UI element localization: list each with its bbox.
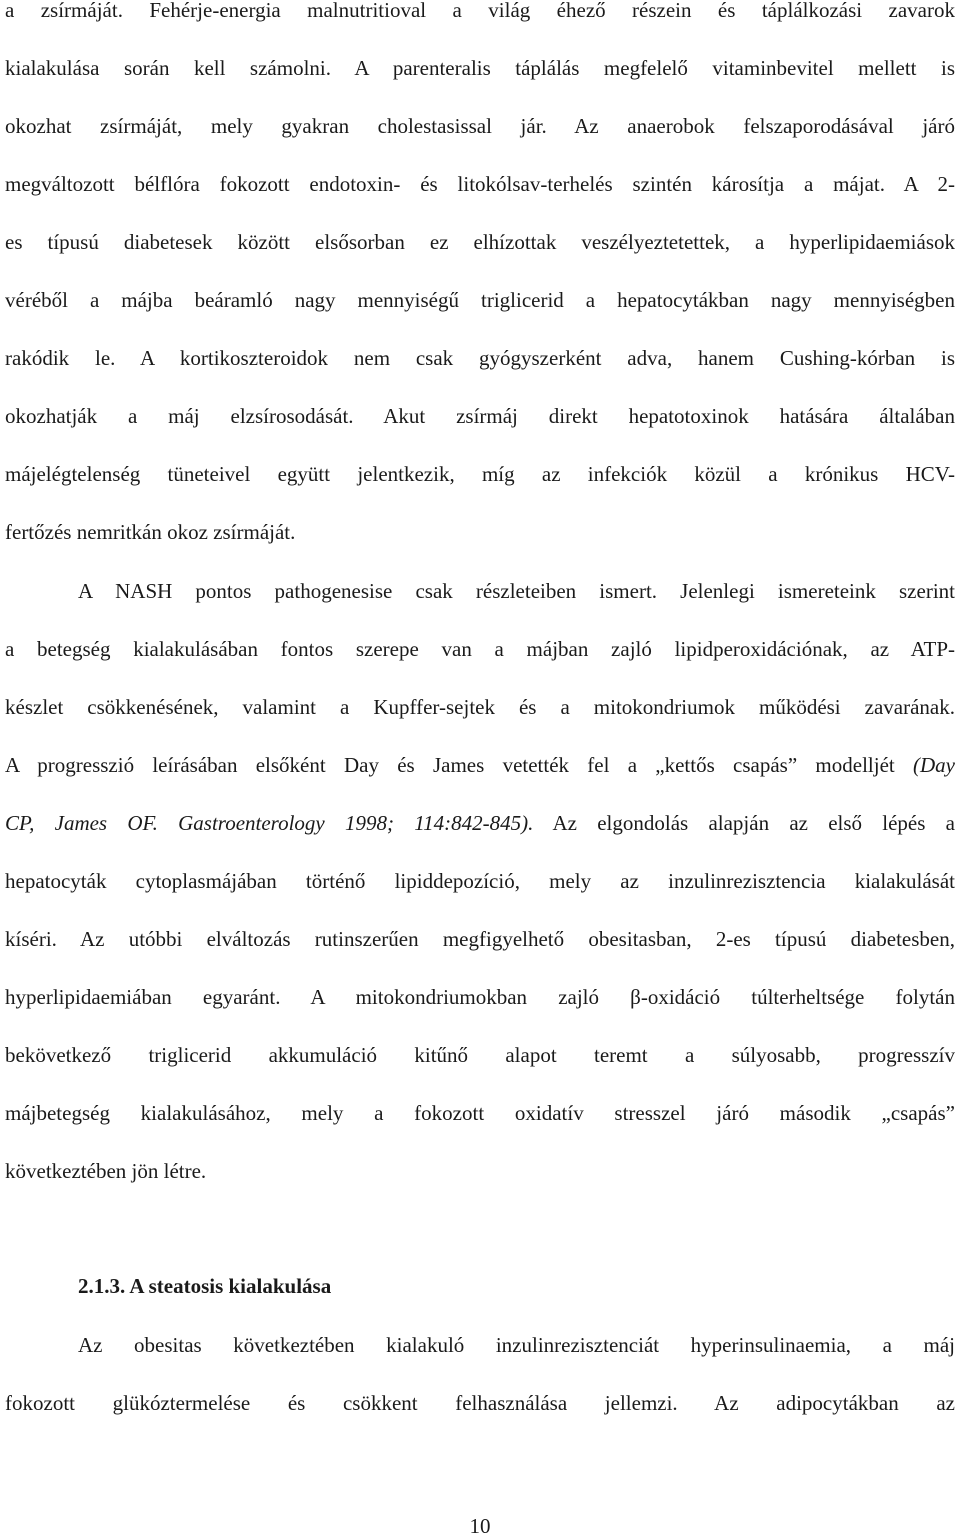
- section-heading: 2.1.3. A steatosis kialakulása: [78, 1274, 332, 1298]
- text-line: [5, 751, 955, 779]
- page-number: 10: [469, 1514, 491, 1538]
- text-line: fokozott glükóztermelése és csökkent felhasználása jellemzi. Az adipocytákban az: [5, 1391, 955, 1415]
- text-line: es típusú diabetesek között elsősorban ez elhízottak veszélyeztetettek, a hyperlipidaemiások: [5, 230, 955, 254]
- text-segment: A progresszió leírásában elsőként Day és James vetették fel a „kettős csapás” modelljét: [5, 753, 914, 777]
- text-segment: Az elgondolás alapján az első lépés a: [533, 811, 955, 835]
- text-line: véréből a májba beáramló nagy mennyiségű triglicerid a hepatocytákban nagy mennyiségben: [5, 288, 955, 312]
- text-line: rakódik le. A kortikoszteroidok nem csak gyógyszerként adva, hanem Cushing-kórban is: [5, 346, 955, 370]
- text-line: A NASH pontos pathogenesise csak részleteiben ismert. Jelenlegi ismereteink szerint: [78, 579, 955, 603]
- text-line: kialakulása során kell számolni. A parenteralis táplálás megfelelő vitaminbevitel mellett is: [5, 56, 955, 80]
- text-line: hyperlipidaemiában egyaránt. A mitokondriumokban zajló β-oxidáció túlterheltsége folytán: [5, 985, 955, 1009]
- text-line: okozhat zsírmáját, mely gyakran cholestasissal jár. Az anaerobok felszaporodásával járó: [5, 114, 955, 138]
- citation-text: (Day: [913, 753, 955, 777]
- text-line: májelégtelenség tüneteivel együtt jelentkezik, míg az infekciók közül a krónikus HCV-: [5, 462, 955, 486]
- text-line: hepatocyták cytoplasmájában történő lipiddepozíció, mely az inzulinrezisztencia kialakulását: [5, 869, 955, 893]
- text-line: Az obesitas következtében kialakuló inzulinrezisztenciát hyperinsulinaemia, a máj: [78, 1333, 955, 1357]
- text-line: okozhatják a máj elzsírosodását. Akut zsírmáj direkt hepatotoxinok hatására általában: [5, 404, 955, 428]
- text-line: megváltozott bélflóra fokozott endotoxin- és litokólsav-terhelés szintén károsítja a májat. A 2-: [5, 172, 955, 196]
- text-line: májbetegség kialakulásához, mely a fokozott oxidatív stresszel járó második „csapás”: [5, 1101, 955, 1125]
- text-line: bekövetkező triglicerid akkumuláció kitűnő alapot teremt a súlyosabb, progresszív: [5, 1043, 955, 1067]
- text-line: a zsírmáját. Fehérje-energia malnutritioval a világ éhező részein és táplálkozási zavarok: [5, 0, 955, 22]
- text-line: következtében jön létre.: [5, 1159, 207, 1183]
- text-line: kíséri. Az utóbbi elváltozás rutinszerűen megfigyelhető obesitasban, 2-es típusú diabetesben,: [5, 927, 955, 951]
- citation-text: CP, James OF. Gastroenterology 1998; 114:842-845).: [5, 811, 534, 835]
- text-line: fertőzés nemritkán okoz zsírmáját.: [5, 520, 296, 544]
- text-line: a betegség kialakulásában fontos szerepe van a májban zajló lipidperoxidációnak, az ATP-: [5, 637, 955, 661]
- text-line: [5, 809, 955, 837]
- text-line: készlet csökkenésének, valamint a Kupffer-sejtek és a mitokondriumok működési zavarának.: [5, 695, 955, 719]
